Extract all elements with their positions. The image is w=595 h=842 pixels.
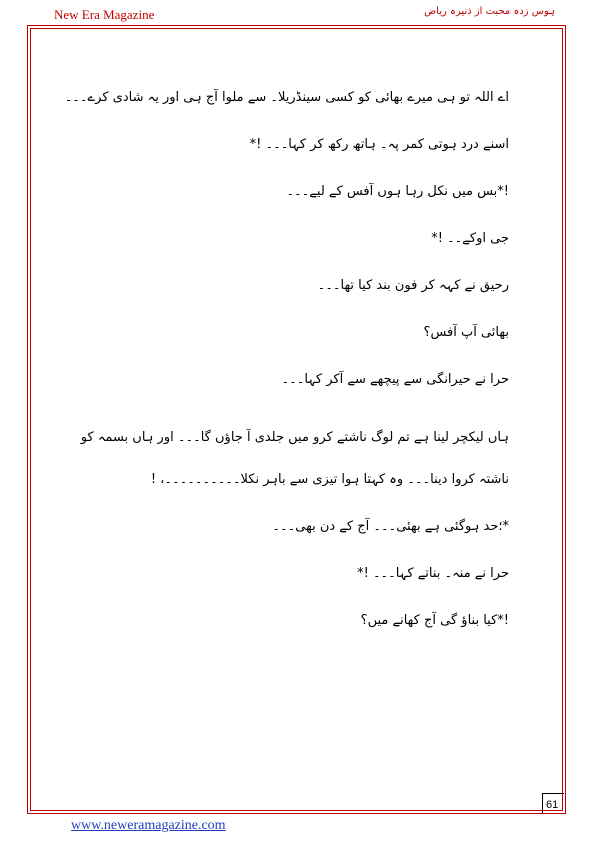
page-number: 61	[546, 799, 559, 811]
paragraph: اے اللہ تو ہی میرے بھائی کو کسی سینڈریلا۔ سے ملوا آج ہی اور یہ شادی کرے۔۔۔	[64, 90, 509, 105]
paragraph: حرا نے منہ۔ بناتے کہا۔۔۔ !*	[357, 566, 509, 581]
story-title: ہوس زدہ محبت از ذنیرہ ریاض	[424, 6, 555, 17]
paragraph: !*بس میں نکل رہا ہوں آفس کے لیے۔۔۔	[286, 184, 509, 199]
paragraph: ہاں لیکچر لینا ہے تم لوگ ناشتے کرو میں جلدی آ جاؤں گا۔۔۔ اور ہاں بسمہ کو ناشتہ کروا دینا۔۔۔ وہ کہتا ہوا تیزی سے باہر نکلا۔۔۔۔۔۔۔۔۔۔، !	[80, 430, 509, 487]
magazine-name: New Era Magazine	[54, 7, 155, 22]
story-body	[60, 88, 509, 658]
paragraph: !*کیا بناؤ گی آج کھانے میں؟	[360, 613, 509, 628]
paragraph: حرا نے حیرانگی سے پیچھے سے آکر کہا۔۔۔	[281, 372, 509, 387]
website-link[interactable]: www.neweramagazine.com	[71, 818, 226, 833]
paragraph: اسنے درد ہوتی کمر پہ۔ ہاتھ رکھ کر کہا۔۔۔ !*	[249, 137, 509, 152]
paragraph: بھائی آپ آفس؟	[423, 325, 509, 340]
paragraph: جی اوکے۔۔ !*	[431, 231, 509, 246]
paragraph: *؛حد ہوگئی ہے بھئی۔۔۔ آج کے دن بھی۔۔۔	[272, 519, 509, 534]
paragraph: رحیق نے کہہ کر فون بند کیا تھا۔۔۔	[317, 278, 509, 293]
